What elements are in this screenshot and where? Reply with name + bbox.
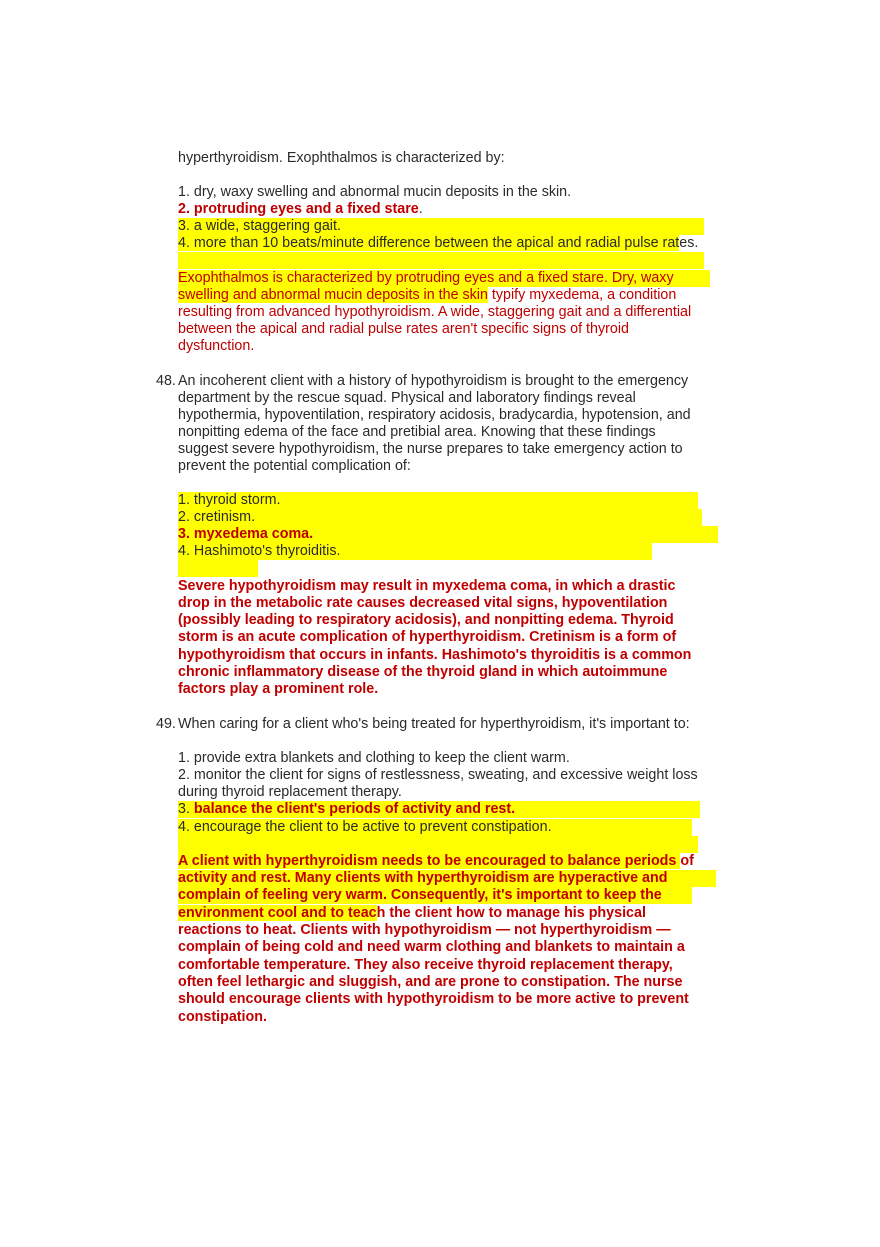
q47-explanation-line-2 [178, 287, 676, 304]
q48-correct-answer: 3. myxedema coma. [178, 526, 718, 543]
q49-explanation-line: constipation. [178, 1009, 267, 1025]
highlight-gap [178, 560, 258, 577]
q49-explanation-line: reactions to heat. Clients with hypothyroidism — not hyperthyroidism — [178, 922, 671, 938]
q47-option-3: 3. a wide, staggering gait. [178, 218, 704, 235]
q47-explanation-highlight: swelling and abnormal mucin deposits in the skin [178, 287, 488, 303]
q48-stem-line: suggest severe hypothyroidism, the nurse prepares to take emergency action to [178, 441, 683, 457]
q49-explanation-line: often feel lethargic and sluggish, and are prone to constipation. The nurse [178, 974, 683, 990]
q48-explanation-line: (possibly leading to respiratory acidosis), and nonpitting edema. Thyroid [178, 612, 674, 628]
q48-explanation-line: factors play a prominent role. [178, 681, 379, 697]
q49-explanation-highlight: environment cool and to teac [178, 905, 377, 921]
q49-stem: When caring for a client who's being treated for hyperthyroidism, it's important to: [178, 716, 690, 732]
q48-explanation-line: hypothyroidism that occurs in infants. Hashimoto's thyroiditis is a common [178, 647, 692, 663]
q48-stem-line: hypothermia, hypoventilation, respiratory acidosis, bradycardia, hypotension, and [178, 407, 691, 423]
q47-option-1: 1. dry, waxy swelling and abnormal mucin deposits in the skin. [178, 184, 572, 200]
q49-option-3 [178, 801, 700, 818]
highlight-gap [178, 836, 698, 853]
q49-option-2: 2. monitor the client for signs of restlessness, sweating, and excessive weight loss [178, 767, 698, 783]
q47-option-4 [178, 235, 698, 252]
q49-option-2-cont: during thyroid replacement therapy. [178, 784, 402, 800]
q48-explanation-line: Severe hypothyroidism may result in myxedema coma, in which a drastic [178, 578, 676, 594]
q48-number: 48. [156, 373, 176, 389]
q49-explanation-line-1 [178, 853, 694, 870]
q48-stem-line: prevent the potential complication of: [178, 458, 411, 474]
q49-correct-answer: balance the client's periods of activity and rest. [189, 801, 516, 817]
q47-option-2 [178, 201, 423, 218]
q49-explanation-line: should encourage clients with hypothyroidism to be more active to prevent [178, 991, 689, 1007]
q47-explanation-line-5: dysfunction. [178, 338, 255, 354]
q49-explanation-line-3: complain of feeling very warm. Consequently, it's important to keep the [178, 887, 692, 904]
q48-explanation-line: chronic inflammatory disease of the thyroid gland in which autoimmune [178, 664, 668, 680]
q47-option-2-tail: . [418, 201, 423, 217]
q48-option-2: 2. cretinism. [178, 509, 702, 526]
q49-explanation-highlight: A client with hyperthyroidism needs to be encouraged to balance periods [178, 853, 681, 869]
q47-explanation-tail: typify myxedema, a condition [487, 287, 677, 303]
q48-explanation-line: storm is an acute complication of hyperthyroidism. Cretinism is a form of [178, 629, 677, 645]
q49-option-3-number: 3. [178, 801, 190, 817]
highlight-gap [178, 252, 704, 269]
q49-explanation-tail: h the client how to manage his physical [376, 905, 646, 921]
q47-option-4-highlight: 4. more than 10 beats/minute difference between the apical and radial pulse rat [178, 235, 680, 251]
intro-line: hyperthyroidism. Exophthalmos is characterized by: [178, 150, 505, 166]
q47-explanation-line-3: resulting from advanced hypothyroidism. A wide, staggering gait and a differential [178, 304, 692, 320]
q48-explanation-line: drop in the metabolic rate causes decreased vital signs, hypoventilation [178, 595, 668, 611]
q48-stem-line: nonpitting edema of the face and pretibial area. Knowing that these findings [178, 424, 656, 440]
q49-explanation-line: complain of being cold and need warm clothing and blankets to maintain a [178, 939, 685, 955]
q49-number: 49. [156, 716, 176, 732]
q47-explanation-line-1: Exophthalmos is characterized by protruding eyes and a fixed stare. Dry, waxy [178, 270, 710, 287]
q47-explanation-line-4: between the apical and radial pulse rates aren't specific signs of thyroid [178, 321, 629, 337]
q48-option-4: 4. Hashimoto's thyroiditis. [178, 543, 652, 560]
q49-explanation-line-2: activity and rest. Many clients with hyperthyroidism are hyperactive and [178, 870, 716, 887]
q49-explanation-tail: of [680, 853, 694, 869]
q49-explanation-line-4 [178, 905, 646, 922]
q47-option-4-tail: es. [679, 235, 699, 251]
q49-option-1: 1. provide extra blankets and clothing to keep the client warm. [178, 750, 570, 766]
q48-stem-line: An incoherent client with a history of hypothyroidism is brought to the emergency [178, 373, 689, 389]
q47-correct-answer: 2. protruding eyes and a fixed stare [178, 201, 419, 217]
q48-stem-line: department by the rescue squad. Physical and laboratory findings reveal [178, 390, 636, 406]
q49-explanation-line: comfortable temperature. They also receive thyroid replacement therapy, [178, 957, 673, 973]
q49-option-4: 4. encourage the client to be active to prevent constipation. [178, 819, 692, 836]
q48-option-1: 1. thyroid storm. [178, 492, 698, 509]
